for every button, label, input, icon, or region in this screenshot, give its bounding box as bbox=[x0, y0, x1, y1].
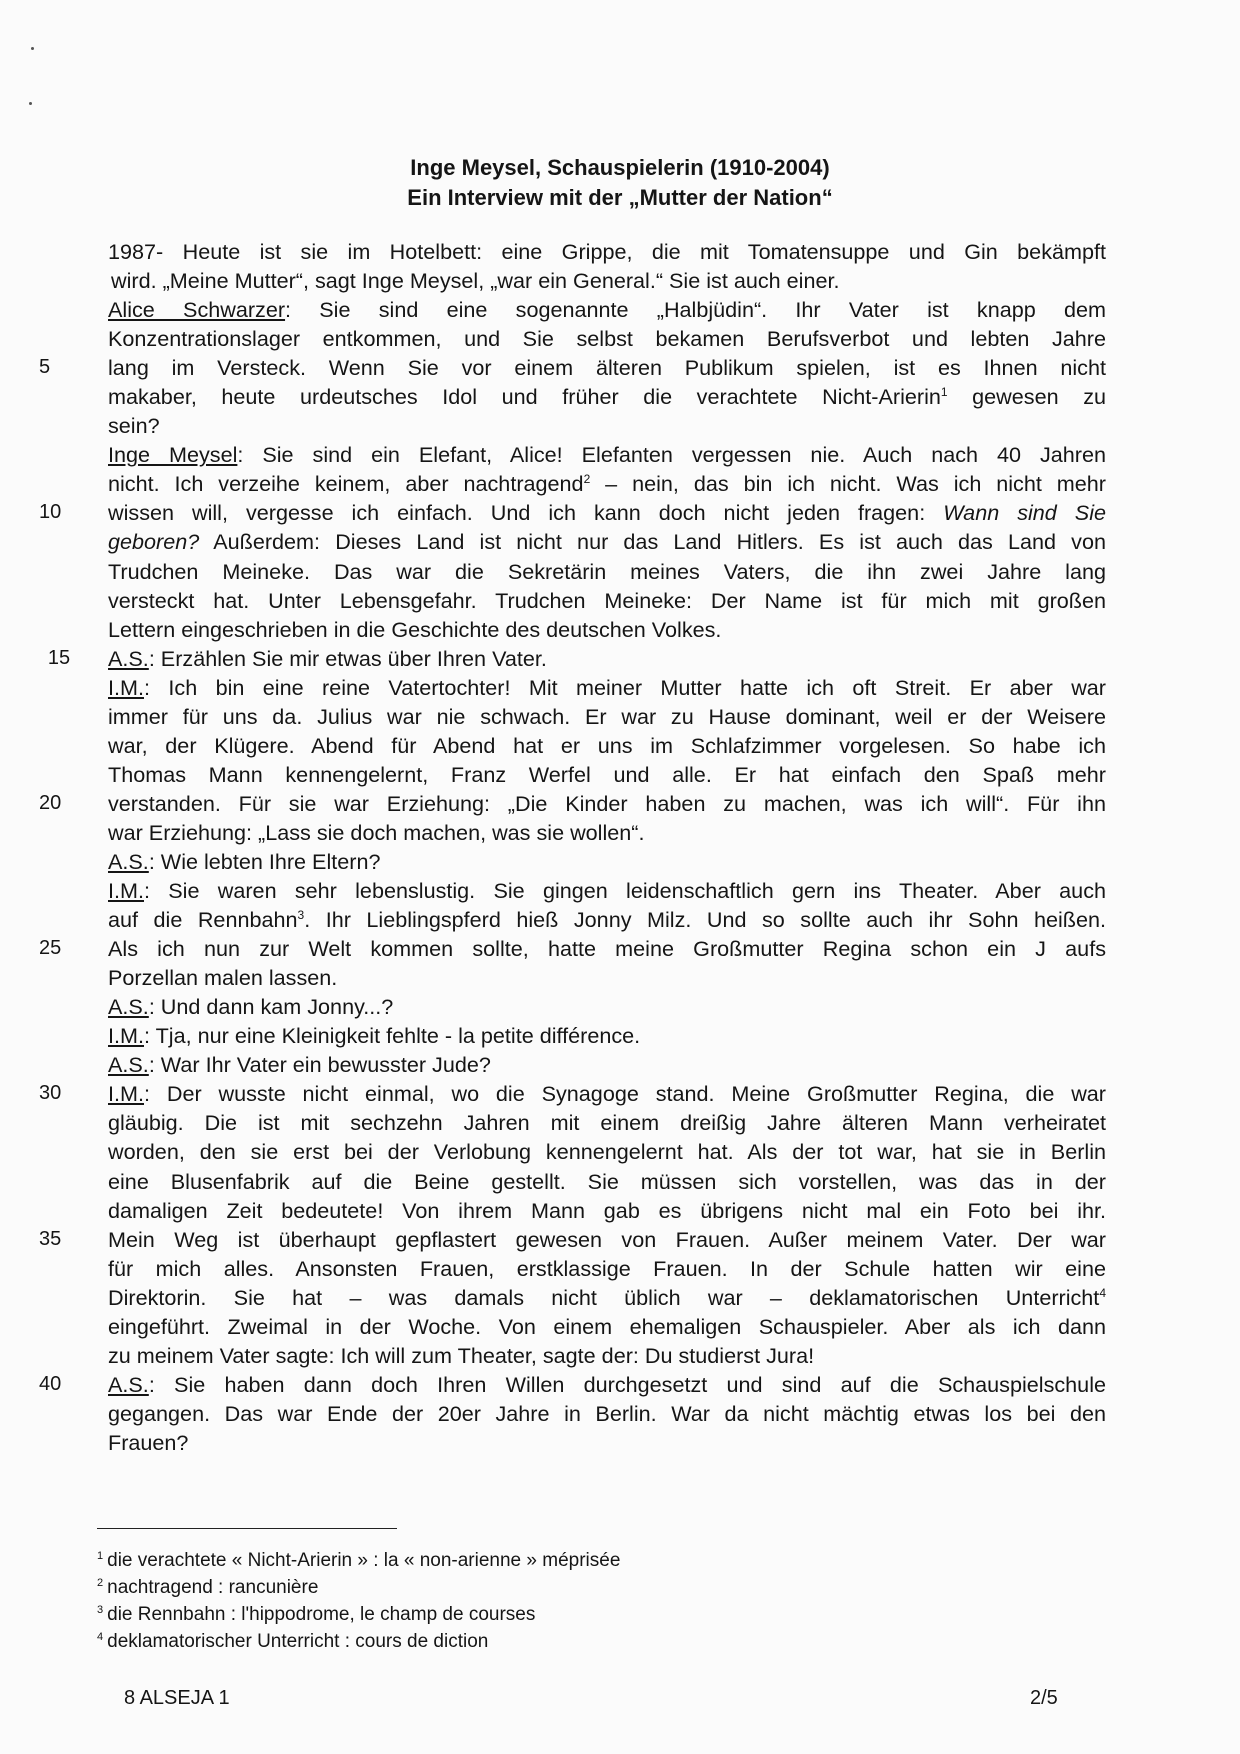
footnote-ref: 4 bbox=[1099, 1285, 1106, 1300]
text-line: 5 lang im Versteck. Wenn Sie vor einem älteren Publikum spielen, ist es Ihnen nicht bbox=[39, 355, 1106, 381]
title-line-1: Inge Meysel, Schauspielerin (1910-2004) bbox=[410, 155, 830, 180]
speaker-label: I.M. bbox=[108, 1081, 144, 1107]
speaker-label: Alice Schwarzer bbox=[108, 297, 286, 323]
document-title bbox=[0, 153, 1240, 213]
text-line: 1987- Heute ist sie im Hotelbett: eine Grippe, die mit Tomatensuppe und Gin bekämpft bbox=[108, 239, 1106, 264]
line-number: 30 bbox=[39, 1082, 62, 1105]
line-number: 20 bbox=[39, 791, 62, 814]
speaker-label: A.S. bbox=[108, 994, 149, 1020]
text-line: eine Blusenfabrik auf die Beine gestellt. Sie müssen sich vorstellen, was das in der bbox=[108, 1168, 1106, 1194]
line-number: 25 bbox=[39, 937, 62, 960]
text-line: wird. „Meine Mutter“, sagt Inge Meysel, „war ein General.“ Sie ist auch einer. bbox=[111, 268, 840, 294]
page-number: 2/5 bbox=[1030, 1687, 1058, 1709]
speaker-label: I.M. bbox=[108, 878, 144, 904]
speaker-label: A.S. bbox=[108, 1052, 149, 1078]
text-line: Frauen? bbox=[108, 1429, 189, 1455]
footnote-divider bbox=[97, 1528, 397, 1529]
title-line-2: Ein Interview mit der „Mutter der Nation“ bbox=[407, 185, 833, 210]
footnote-ref: 1 bbox=[940, 385, 948, 400]
speaker-label: A.S. bbox=[108, 645, 149, 671]
text-line: Direktorin. Sie hat – was damals nicht üblich war – deklamatorischen Unterricht$^4$ bbox=[108, 1284, 1106, 1310]
footnote: $^1$ die verachtete « Nicht-Arierin » : la « non-arienne » méprisée bbox=[97, 1550, 621, 1571]
footnote-ref: 3 bbox=[297, 908, 305, 923]
text-line: Porzellan malen lassen. bbox=[108, 965, 338, 991]
text-line: Trudchen Meineke. Das war die Sekretärin meines Vaters, die ihn zwei Jahre lang bbox=[108, 558, 1106, 584]
footnotes bbox=[97, 1547, 897, 1655]
speaker-label: A.S. bbox=[108, 1371, 149, 1397]
text-line: versteckt hat. Unter Lebensgefahr. Trudchen Meineke: Der Name ist für mich mit großen bbox=[108, 587, 1106, 613]
text-line: eingeführt. Zweimal in der Woche. Von einem ehemaligen Schauspieler. Aber als ich dann bbox=[108, 1313, 1106, 1339]
footnote: $^3$ die Rennbahn : l'hippodrome, le champ de courses bbox=[97, 1604, 536, 1625]
text-line: Inge Meysel: Sie sind ein Elefant, Alice! Elefanten vergessen nie. Auch nach 40 Jahren bbox=[108, 442, 1106, 468]
text-line: zu meinem Vater sagte: Ich will zum Theater, sagte der: Du studierst Jura! bbox=[108, 1342, 815, 1368]
interview-text bbox=[39, 237, 1107, 1457]
text-line: Lettern eingeschrieben in die Geschichte des deutschen Volkes. bbox=[108, 616, 722, 642]
text-line: A.S.: Wie lebten Ihre Eltern? bbox=[108, 848, 381, 874]
speaker-label: Inge Meysel bbox=[108, 442, 238, 468]
text-line: 10 wissen will, vergesse ich einfach. Und ich kann doch nicht jeden fragen: Wann sind Sie bbox=[39, 500, 1106, 526]
text-line: gläubig. Die ist mit sechzehn Jahren mit einem dreißig Jahre älteren Mann verheiratet bbox=[108, 1110, 1106, 1136]
line-number: 10 bbox=[39, 501, 62, 524]
text-line: 25 Als ich nun zur Welt kommen sollte, hatte meine Großmutter Regina schon ein J aufs bbox=[39, 936, 1106, 962]
text-line: makaber, heute urdeutsches Idol und früher die verachtete Nicht-Arierin$^1$ gewesen zu bbox=[108, 384, 1106, 410]
line-number: 40 bbox=[39, 1372, 62, 1395]
text-line: Konzentrationslager entkommen, und Sie selbst bekamen Berufsverbot und lebten Jahre bbox=[108, 326, 1106, 352]
line-number: 35 bbox=[39, 1227, 62, 1250]
text-line: 20 verstanden. Für sie war Erziehung: „Die Kinder haben zu machen, was ich will“. Für ihn bbox=[39, 790, 1106, 816]
document-code: 8 ALSEJA 1 bbox=[124, 1687, 230, 1709]
text-line: auf die Rennbahn$^3$. Ihr Lieblingspferd hieß Jonny Milz. Und so sollte auch ihr Sohn heißen. bbox=[108, 907, 1107, 933]
footnote: $^4$ deklamatorischer Unterricht : cours de diction bbox=[97, 1631, 489, 1652]
scan-speck bbox=[31, 47, 34, 50]
line-number: 5 bbox=[39, 356, 51, 379]
speaker-label: I.M. bbox=[108, 1023, 144, 1049]
text-line: immer für uns da. Julius war nie schwach. Er war zu Hause dominant, weil er der Weisere bbox=[108, 703, 1106, 729]
text-line: A.S.: Und dann kam Jonny...? bbox=[108, 994, 394, 1020]
text-line: 40 A.S.: Sie haben dann doch Ihren Willen durchgesetzt und sind auf die Schauspielschule bbox=[39, 1371, 1106, 1397]
text-line: war, der Klügere. Abend für Abend hat er uns im Schlafzimmer vorgelesen. So habe ich bbox=[108, 732, 1106, 758]
text-line: 35 Mein Weg ist überhaupt gepflastert gewesen von Frauen. Außer meinem Vater. Der war bbox=[39, 1226, 1106, 1252]
text-line: war Erziehung: „Lass sie doch machen, was sie wollen“. bbox=[108, 819, 645, 845]
text-line: sein? bbox=[108, 413, 160, 439]
speaker-label: I.M. bbox=[108, 674, 144, 700]
text-line: für mich alles. Ansonsten Frauen, erstklassige Frauen. In der Schule hatten wir eine bbox=[108, 1255, 1106, 1281]
text-line: geboren? Außerdem: Dieses Land ist nicht nur das Land Hitlers. Es ist auch das Land von bbox=[108, 529, 1106, 555]
text-line: I.M.: Ich bin eine reine Vatertochter! Mit meiner Mutter hatte ich oft Streit. Er aber war bbox=[108, 674, 1106, 700]
text-line: worden, den sie erst bei der Verlobung kennengelernt hat. Als der tot war, hat sie in Berlin bbox=[108, 1139, 1106, 1165]
text-line: 30 I.M.: Der wusste nicht einmal, wo die Synagoge stand. Meine Großmutter Regina, die war bbox=[39, 1081, 1106, 1107]
speaker-label: A.S. bbox=[108, 848, 149, 874]
text-line: gegangen. Das war Ende der 20er Jahre in Berlin. War da nicht mächtig etwas los bei den bbox=[108, 1400, 1106, 1426]
text-line: Alice Schwarzer: Sie sind eine sogenannte „Halbjüdin“. Ihr Vater ist knapp dem bbox=[108, 297, 1106, 323]
line-number: 15 bbox=[47, 646, 71, 669]
text-line: A.S.: War Ihr Vater ein bewusster Jude? bbox=[108, 1052, 491, 1078]
text-line: damaligen Zeit bedeutete! Von ihrem Mann gab es übrigens nicht mal ein Foto bei ihr. bbox=[108, 1197, 1106, 1223]
text-line: I.M.: Tja, nur eine Kleinigkeit fehlte - la petite différence. bbox=[108, 1023, 641, 1049]
footnote-ref: 2 bbox=[583, 472, 591, 487]
scan-speck bbox=[29, 102, 32, 105]
text-line: 15 A.S.: Erzählen Sie mir etwas über Ihren Vater. bbox=[108, 644, 1106, 673]
footnote: $^2$ nachtragend : rancunière bbox=[97, 1577, 319, 1598]
text-line: I.M.: Sie waren sehr lebenslustig. Sie gingen leidenschaftlich gern ins Theater. Aber auch bbox=[108, 878, 1106, 904]
text-line: nicht. Ich verzeihe keinem, aber nachtragend$^2$ – nein, das bin ich nicht. Was ich nicht mehr bbox=[108, 471, 1106, 497]
text-line: Thomas Mann kennengelernt, Franz Werfel und alle. Er hat einfach den Spaß mehr bbox=[108, 761, 1106, 787]
